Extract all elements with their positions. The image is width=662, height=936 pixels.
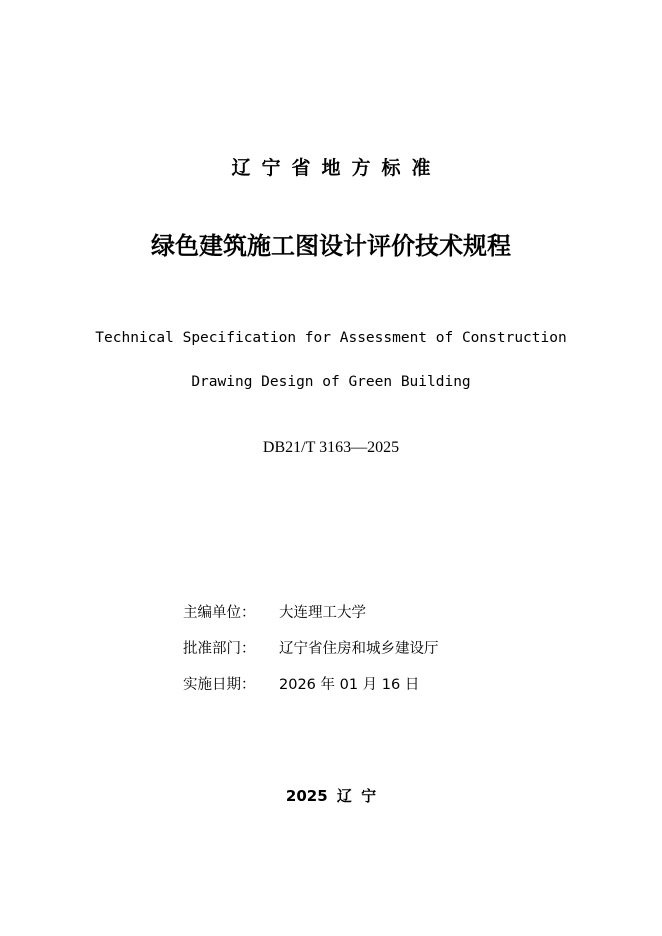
document-title-english-line-2: Drawing Design of Green Building: [191, 374, 471, 390]
standard-code: DB21/T 3163—2025: [262, 439, 400, 456]
info-value: 2026 年 01 月 16 日: [279, 677, 420, 693]
info-row-effective-date: [183, 672, 439, 708]
document-title-english-line-1: Technical Specification for Assessment of Construction: [95, 330, 567, 346]
info-value: 大连理工大学: [279, 605, 366, 621]
standard-type-heading: 辽宁省地方标准: [231, 157, 442, 179]
info-label: 实施日期：: [183, 677, 256, 693]
info-row-editor: [183, 600, 439, 636]
info-label: 批准部门：: [183, 641, 256, 657]
publication-info: [183, 600, 439, 708]
info-value: 辽宁省住房和城乡建设厅: [279, 641, 439, 657]
cover-footer: 2025 辽 宁: [285, 787, 377, 805]
info-label: 主编单位：: [183, 605, 256, 621]
info-row-approver: [183, 636, 439, 672]
document-title-chinese: 绿色建筑施工图设计评价技术规程: [151, 232, 511, 260]
